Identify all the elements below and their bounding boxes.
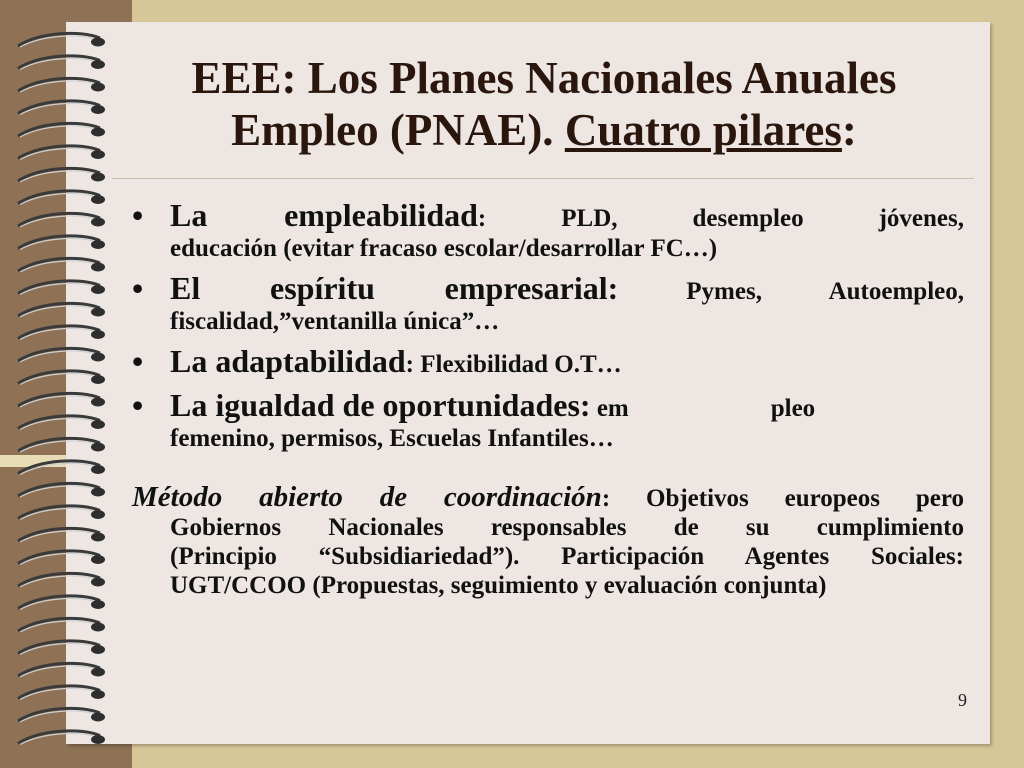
- method-colon: :: [601, 485, 646, 512]
- bullet-text-2: pleo: [770, 395, 816, 422]
- method-line-4: UGT/CCOO (Propuestas, seguimiento y evaluación conjunta): [170, 572, 827, 599]
- title-divider: [112, 178, 974, 179]
- bullet-text: : PLD, desempleo jóvenes,: [477, 205, 965, 232]
- bullet-text-cont: educación (evitar fracaso escolar/desarrollar FC…): [170, 235, 718, 262]
- slide-title: [104, 52, 984, 156]
- slide-body: [132, 196, 964, 600]
- method-line-1: Objetivos europeos pero: [646, 485, 964, 512]
- title-underlined: Cuatro pilares: [564, 105, 842, 155]
- method-line-2: Gobiernos Nacionales responsables de su cumplimiento: [170, 514, 964, 541]
- bullet-text: : Flexibilidad O.T…: [405, 351, 622, 378]
- bullet-text-cont: fiscalidad,”ventanilla única”…: [170, 308, 500, 335]
- bullet-icon: •: [132, 270, 144, 306]
- bullet-item: [132, 386, 964, 453]
- page-number: 9: [958, 690, 967, 710]
- bullet-item: [132, 269, 964, 336]
- bullet-item: [132, 196, 964, 263]
- spiral-binding-icon: [0, 0, 120, 768]
- bullet-icon: •: [132, 343, 144, 379]
- title-line-2: Empleo (PNAE).: [231, 105, 565, 155]
- bullet-lead: La adaptabilidad: [170, 343, 406, 379]
- bullet-icon: •: [132, 387, 144, 423]
- bullet-text-cont: femenino, permisos, Escuelas Infantiles…: [170, 425, 614, 452]
- bullet-lead: La empleabilidad: [170, 197, 478, 233]
- bullet-text: Pymes, Autoempleo,: [618, 278, 964, 305]
- bullet-icon: •: [132, 197, 144, 233]
- method-line-3: (Principio “Subsidiariedad”). Participación Agentes Sociales:: [170, 543, 964, 570]
- bullet-item: [132, 342, 964, 380]
- bullet-lead: El espíritu empresarial:: [170, 270, 619, 306]
- method-paragraph: [132, 483, 964, 600]
- method-lead: Método abierto de coordinación: [132, 481, 602, 513]
- title-colon: :: [841, 105, 857, 155]
- title-line-1: EEE: Los Planes Nacionales Anuales: [191, 53, 897, 103]
- bullet-text: em: [590, 395, 629, 422]
- bullet-lead: La igualdad de oportunidades:: [170, 387, 591, 423]
